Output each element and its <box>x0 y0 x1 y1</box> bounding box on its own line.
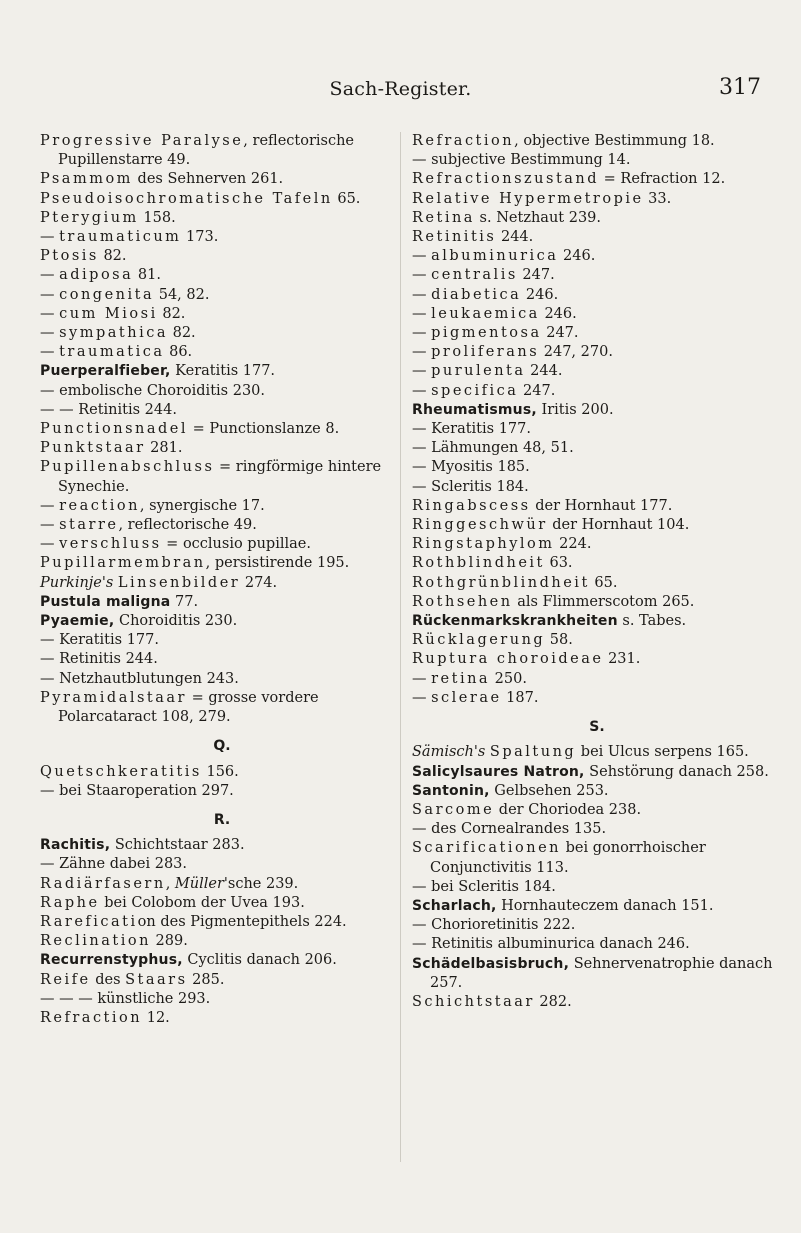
running-title: Sach-Register. <box>329 78 472 100</box>
entry-segment: 63. <box>544 555 573 572</box>
index-entry <box>40 554 404 573</box>
entry-segment: Puerperalfieber, <box>40 363 171 380</box>
entry-segment: — Keratitis 177. <box>412 421 531 438</box>
entry-segment: Choroiditis 230. <box>114 613 238 630</box>
index-entry <box>412 631 782 650</box>
entry-segment: s. Netzhaut 239. <box>474 209 601 226</box>
entry-segment: Pyaemie, <box>40 613 115 630</box>
entry-segment: , objective Bestimmung 18. <box>514 133 715 149</box>
entry-segment: Radiärfasern <box>40 875 166 892</box>
entry-segment: des <box>90 971 126 988</box>
index-entry <box>40 670 404 689</box>
entry-segment: Pyramidalstaar <box>40 689 187 706</box>
entry-segment: pigmentosa <box>431 325 542 342</box>
entry-segment: 33. <box>643 190 672 207</box>
entry-segment: , synergische 17. <box>139 497 265 514</box>
index-entry <box>40 951 404 970</box>
index-entry <box>40 170 404 189</box>
entry-segment: — Lähmungen 48, 51. <box>412 440 574 457</box>
index-entry <box>412 763 782 782</box>
index-entry <box>412 670 782 689</box>
entry-segment: — Retinitis 244. <box>40 651 158 668</box>
index-entry <box>412 650 782 669</box>
index-entry <box>412 458 782 477</box>
index-entry <box>40 913 404 932</box>
index-entry <box>40 990 404 1009</box>
entry-segment: Rücklagerung <box>412 632 546 649</box>
entry-segment: 244. <box>525 363 563 380</box>
index-entry <box>40 932 404 951</box>
index-entry <box>412 478 782 497</box>
entry-segment: Ringstaphylom <box>412 536 555 553</box>
entry-segment: bei Ulcus serpens 165. <box>576 744 749 761</box>
entry-segment: 285. <box>187 971 225 988</box>
entry-segment: 247. <box>518 382 556 399</box>
index-entry <box>40 382 404 401</box>
entry-segment: — <box>40 305 60 322</box>
entry-segment: der Hornhaut 104. <box>547 517 690 534</box>
entry-segment: Reclination <box>40 933 151 950</box>
entry-segment: des Pigmentepithels 224. <box>155 913 347 930</box>
entry-segment: Rothsehen <box>412 593 513 610</box>
index-entry <box>40 516 404 535</box>
index-entry <box>412 401 782 420</box>
entry-segment: — Netzhautblutungen 243. <box>40 670 239 687</box>
index-entry <box>40 228 404 247</box>
index-entry <box>412 132 782 151</box>
entry-segment: — <box>40 286 60 303</box>
section-letter: R. <box>213 811 231 828</box>
entry-segment: Relative Hypermetropie <box>412 190 644 207</box>
index-entry <box>412 266 782 285</box>
entry-segment: Gelbsehen 253. <box>489 782 609 799</box>
entry-segment: proliferans <box>431 344 540 361</box>
index-entry <box>40 574 404 593</box>
entry-segment: Iritis 200. <box>536 401 614 418</box>
index-entry <box>40 458 404 496</box>
entry-segment: des Sehnerven 261. <box>132 171 284 188</box>
entry-segment: = occlusio pupillae. <box>161 536 311 553</box>
entry-segment: Rothblindheit <box>412 555 545 572</box>
entry-segment: 231. <box>603 651 641 668</box>
index-entry <box>40 362 404 381</box>
index-entry <box>40 631 404 650</box>
index-entry <box>412 593 782 612</box>
entry-segment: 65. <box>332 190 361 207</box>
entry-segment: = Refraction 12. <box>599 171 726 188</box>
entry-segment: 246. <box>521 286 559 303</box>
entry-segment: — <box>412 248 432 265</box>
index-entry <box>40 190 404 209</box>
entry-segment: specifica <box>431 382 519 399</box>
index-entry <box>40 894 404 913</box>
entry-segment: — Zähne dabei 283. <box>40 856 188 873</box>
entry-segment: Refraction <box>412 133 515 149</box>
entry-segment: sclerae <box>431 689 502 706</box>
entry-segment: — <box>412 267 432 284</box>
index-entry <box>40 420 404 439</box>
entry-segment: , reflectorische 49. <box>118 517 257 534</box>
index-entry <box>412 382 782 401</box>
index-entry <box>40 305 404 324</box>
entry-segment: , persistirende 195. <box>205 555 350 572</box>
entry-segment: 77. <box>170 593 199 610</box>
entry-segment: Sehstörung danach 258. <box>584 763 769 780</box>
entry-segment: Scharlach, <box>412 897 497 914</box>
entry-segment: on <box>137 913 156 930</box>
entry-segment: — Chorioretinitis 222. <box>412 917 576 934</box>
entry-segment: Santonin, <box>412 782 490 799</box>
entry-segment: — <box>40 517 60 534</box>
entry-segment: Punctionsnadel <box>40 421 189 438</box>
entry-segment: 82. <box>98 248 127 265</box>
entry-segment: = Punctionslanze 8. <box>188 421 340 438</box>
index-entry <box>40 650 404 669</box>
entry-segment: 82. <box>168 325 196 342</box>
entry-segment: Psammom <box>40 171 133 188</box>
index-entry <box>412 820 782 839</box>
entry-segment: Müller <box>174 875 224 892</box>
entry-segment: cum Miosi <box>59 305 158 322</box>
entry-segment: 247. <box>517 267 555 284</box>
entry-segment: — <box>40 267 60 284</box>
entry-segment: 246. <box>558 248 596 265</box>
entry-segment: , reflectorische Pupillenstarre 49. <box>58 133 355 169</box>
index-entry <box>412 305 782 324</box>
entry-segment: Rückenmarkskrankheiten <box>412 613 618 630</box>
index-entry <box>412 362 782 381</box>
entry-segment: 65. <box>589 574 618 591</box>
entry-segment: sympathica <box>59 325 168 342</box>
index-entry <box>412 955 782 993</box>
entry-segment: Rareficati <box>40 913 138 930</box>
entry-segment: — <box>40 325 60 342</box>
index-entry <box>40 266 404 285</box>
entry-segment: Schichtstaar <box>412 993 535 1010</box>
entry-segment: Refraction <box>40 1009 143 1026</box>
entry-segment: 247. <box>541 325 579 342</box>
entry-segment: purulenta <box>431 363 526 380</box>
entry-segment: Sarcome <box>412 801 495 818</box>
entry-segment: Rothgrünblindheit <box>412 574 590 591</box>
entry-segment: 282. <box>534 993 572 1010</box>
index-entry <box>40 286 404 305</box>
entry-segment: adiposa <box>59 267 134 284</box>
index-entry <box>412 743 782 762</box>
entry-segment: — — Retinitis 244. <box>40 401 177 418</box>
index-entry <box>40 343 404 362</box>
index-entry <box>412 839 782 877</box>
entry-segment: traumaticum <box>59 229 182 246</box>
entry-segment: Sehnervenatrophie danach 257. <box>430 955 773 991</box>
index-entry <box>412 935 782 954</box>
index-entry <box>40 855 404 874</box>
entry-segment: Ringabscess <box>412 497 531 514</box>
entry-segment: 58. <box>545 632 573 649</box>
index-entry <box>412 228 782 247</box>
entry-segment: — <box>412 382 432 399</box>
index-entry <box>412 916 782 935</box>
index-entry <box>412 420 782 439</box>
entry-segment: — embolische Choroiditis 230. <box>40 382 265 399</box>
entry-segment: s. Tabes. <box>617 613 687 630</box>
entry-segment: Cyclitis danach 206. <box>182 952 337 969</box>
section-letter: S. <box>589 719 605 736</box>
index-entry <box>40 593 404 612</box>
entry-segment: verschluss <box>59 536 162 553</box>
index-entry <box>40 247 404 266</box>
entry-segment: 'sche 239. <box>223 875 299 892</box>
index-entry <box>40 209 404 228</box>
index-entry <box>412 612 782 631</box>
entry-segment: 81. <box>133 267 161 284</box>
page-header <box>0 75 801 108</box>
entry-segment: 247, 270. <box>539 344 613 361</box>
entry-segment: 173. <box>181 229 219 246</box>
index-entry <box>412 574 782 593</box>
entry-segment: Refractionszustand <box>412 171 600 188</box>
index-entry <box>412 689 782 708</box>
index-entry <box>412 516 782 535</box>
entry-segment: 12. <box>142 1009 170 1026</box>
entry-segment: — <box>412 325 432 342</box>
entry-segment: bei gonorrhoischer Conjunctivitis 113. <box>430 840 706 876</box>
entry-segment: — <box>412 363 432 380</box>
entry-segment: , <box>165 875 175 892</box>
entry-segment: der Choriodea 238. <box>494 801 642 818</box>
entry-segment: 54, 82. <box>154 286 210 303</box>
index-entry <box>412 801 782 820</box>
entry-segment: Recurrenstyphus, <box>40 952 183 969</box>
entry-segment: Staars <box>125 971 188 988</box>
index-entry <box>40 497 404 516</box>
entry-segment: Ptosis <box>40 248 99 265</box>
entry-segment: Rheumatismus, <box>412 401 537 418</box>
entry-segment: — subjective Bestimmung 14. <box>412 152 631 169</box>
entry-segment: Pustula maligna <box>40 593 171 610</box>
index-entry <box>40 439 404 458</box>
entry-segment: Pseudoisochromatische Tafeln <box>40 190 333 207</box>
index-column-left <box>40 132 404 1028</box>
entry-segment: — <box>40 344 60 361</box>
index-entry <box>40 782 404 801</box>
entry-segment: — Myositis 185. <box>412 459 530 476</box>
entry-segment: 281. <box>145 440 183 457</box>
entry-segment: = grosse vordere Polarcataract 108, 279. <box>58 689 319 726</box>
entry-segment: — <box>412 344 432 361</box>
index-entry <box>412 535 782 554</box>
index-entry <box>40 1009 404 1028</box>
entry-segment: — Scleritis 184. <box>412 478 529 495</box>
index-entry <box>412 993 782 1012</box>
entry-segment: — bei Staaroperation 297. <box>40 782 234 799</box>
entry-segment: 158. <box>138 209 176 226</box>
entry-segment: Ruptura choroideae <box>412 651 604 668</box>
entry-segment: Schädelbasisbruch, <box>412 955 570 972</box>
index-entry <box>40 612 404 631</box>
entry-segment: — des Cornealrandes 135. <box>412 821 607 838</box>
entry-segment: Scarificationen <box>412 840 561 857</box>
index-entry <box>40 401 404 420</box>
entry-segment: — <box>412 670 432 687</box>
index-entry <box>412 554 782 573</box>
entry-segment: — — — künstliche 293. <box>40 990 211 1007</box>
entry-segment: Purkinje's <box>40 574 114 591</box>
entry-segment: — <box>40 536 60 553</box>
entry-segment: — <box>412 286 432 303</box>
index-entry <box>412 209 782 228</box>
entry-segment: 250. <box>490 670 527 687</box>
entry-segment: Retina <box>412 209 475 226</box>
entry-segment: Reife <box>40 971 91 988</box>
entry-segment: Keratitis 177. <box>170 363 276 380</box>
entry-segment: Linsenbilder <box>117 574 241 591</box>
index-entry <box>40 689 404 727</box>
entry-segment: als Flimmerscotom 265. <box>512 593 695 610</box>
entry-segment: Sämisch's <box>412 744 486 761</box>
index-entry <box>412 343 782 362</box>
entry-segment: Punktstaar <box>40 440 146 457</box>
index-entry <box>412 497 782 516</box>
section-letter: Q. <box>213 738 231 755</box>
entry-segment: Schichtstaar 283. <box>110 837 245 854</box>
entry-segment: — <box>40 497 60 514</box>
entry-segment: 82. <box>157 305 186 322</box>
entry-segment: centralis <box>431 267 518 284</box>
index-entry <box>412 439 782 458</box>
index-entry <box>40 971 404 990</box>
entry-segment: Pterygium <box>40 209 139 226</box>
entry-segment: 244. <box>496 229 534 246</box>
index-entry <box>412 286 782 305</box>
entry-segment: Retinitis <box>412 229 497 246</box>
entry-segment: diabetica <box>431 286 522 303</box>
entry-segment: traumatica <box>59 344 165 361</box>
entry-segment: — bei Scleritis 184. <box>412 878 556 895</box>
entry-segment: — Keratitis 177. <box>40 632 159 649</box>
index-entry <box>40 324 404 343</box>
page-number: 317 <box>719 75 761 100</box>
entry-segment: Quetschkeratitis <box>40 763 202 780</box>
entry-segment: bei Colobom der Uvea 193. <box>99 894 305 911</box>
index-entry <box>412 247 782 266</box>
index-entry <box>40 132 404 170</box>
entry-segment: congenita <box>59 286 155 303</box>
index-entry <box>412 897 782 916</box>
index-entry <box>412 190 782 209</box>
index-entry <box>412 324 782 343</box>
entry-segment: Pupillarmembran <box>40 555 206 572</box>
entry-segment: — <box>412 305 432 322</box>
entry-segment: starre <box>59 517 119 534</box>
entry-segment: 274. <box>240 574 278 591</box>
entry-segment: albuminurica <box>431 248 559 265</box>
index-entry <box>412 782 782 801</box>
entry-segment: Raphe <box>40 894 100 911</box>
entry-segment: reaction <box>59 497 140 514</box>
index-entry <box>412 170 782 189</box>
index-entry <box>40 875 404 894</box>
entry-segment: Progressive Paralyse <box>40 133 244 149</box>
index-entry <box>40 763 404 782</box>
entry-segment: der Hornhaut 177. <box>530 497 673 514</box>
entry-segment: — Retinitis albuminurica danach 246. <box>412 936 690 953</box>
entry-segment: 246. <box>539 305 577 322</box>
entry-segment: — <box>412 689 432 706</box>
entry-segment: retina <box>431 670 491 687</box>
entry-segment: 86. <box>164 344 193 361</box>
entry-segment: Rachitis, <box>40 837 111 854</box>
entry-segment: leukaemica <box>431 305 540 322</box>
entry-segment: 289. <box>150 933 188 950</box>
index-entry <box>412 878 782 897</box>
entry-segment: Spaltung <box>489 744 577 761</box>
index-entry <box>412 151 782 170</box>
index-entry <box>40 836 404 855</box>
entry-segment: 224. <box>554 536 592 553</box>
index-entry <box>40 535 404 554</box>
entry-segment: — <box>40 229 60 246</box>
entry-segment: = ringförmige hintere Synechie. <box>58 459 382 495</box>
entry-segment: 156. <box>201 763 239 780</box>
index-column-right <box>412 132 782 1012</box>
entry-segment: Pupillenabschluss <box>40 459 215 476</box>
entry-segment: Hornhauteczem danach 151. <box>496 897 714 914</box>
entry-segment: Salicylsaures Natron, <box>412 763 585 780</box>
entry-segment: Ringgeschwür <box>412 517 548 534</box>
entry-segment: 187. <box>501 689 539 706</box>
